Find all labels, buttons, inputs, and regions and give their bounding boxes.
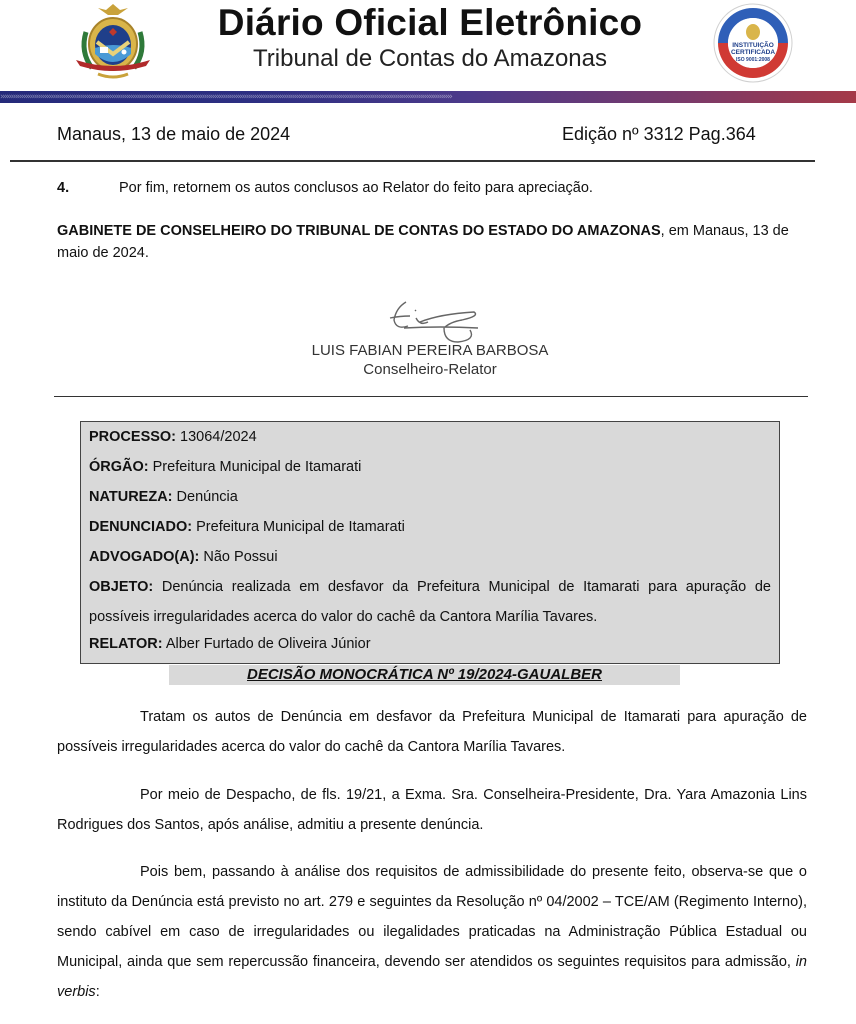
seal-text-certificada: CERTIFICADA — [730, 49, 776, 56]
item-number: 4. — [57, 180, 70, 196]
newspaper-subtitle: Tribunal de Contas do Amazonas — [253, 45, 607, 72]
numbered-item — [57, 180, 593, 196]
field-value: Não Possui — [203, 549, 278, 565]
field-value: 13064/2024 — [180, 429, 257, 445]
field-denunciado — [89, 515, 771, 545]
field-value: Prefeitura Municipal de Itamarati — [152, 459, 362, 475]
latin-phrase: in verbis — [57, 954, 807, 1000]
decision-paragraph-2: Por meio de Despacho, de fls. 19/21, a Exma. Sra. Conselheira-Presidente, Dra. Yara Amazonia Lins Rodrigues dos Santos, após análise, admitiu a presente denúncia. — [57, 787, 807, 833]
header-divider — [10, 160, 815, 162]
field-advogado — [89, 545, 771, 575]
gabinete-closing — [57, 220, 807, 264]
field-value: Alber Furtado de Oliveira Júnior — [165, 636, 371, 652]
page-header — [0, 0, 856, 90]
publication-date: Manaus, 13 de maio de 2024 — [57, 124, 291, 144]
decision-title: DECISÃO MONOCRÁTICA Nº 19/2024-GAUALBER — [247, 666, 602, 683]
field-label: ÓRGÃO: — [89, 459, 149, 475]
iso-certification-seal-icon — [708, 2, 798, 84]
field-value: Denúncia realizada em desfavor da Prefeitura Municipal de Itamarati para apuração de possíveis irregularidades acerca do valor do cachê da Cantora Marília Tavares. — [89, 579, 772, 625]
field-relator — [89, 632, 771, 662]
field-processo — [89, 425, 771, 455]
newspaper-title: Diário Oficial Eletrônico — [217, 2, 643, 43]
process-info-box — [80, 421, 780, 664]
decorative-band — [0, 91, 856, 103]
field-natureza — [89, 485, 771, 515]
decision-paragraph-1: Tratam os autos de Denúncia em desfavor da Prefeitura Municipal de Itamarati para apuração de possíveis irregularidades acerca do valor do cachê da Cantora Marília Tavares. — [57, 709, 807, 755]
field-value: Prefeitura Municipal de Itamarati — [196, 519, 405, 535]
item-text: Por fim, retornem os autos conclusos ao Relator do feito para apreciação. — [119, 180, 593, 196]
field-label: ADVOGADO(A): — [89, 549, 200, 565]
chevron-pattern-icon: ››››››››››››››››››››››››››››››››››››››››››››››››››››››››››››››››››››››››››››››››››››››››››››››››››››››››››››››››››››››››››››››››››››››››››››››››››››››››››››››››››››››››››››››››››››››››››››››››››››››››››››››››››››››› — [0, 92, 452, 102]
field-label: NATUREZA: — [89, 489, 173, 505]
seal-text-iso: ISO 9001:2008 — [736, 57, 770, 63]
decision-paragraph-3 — [57, 857, 807, 1007]
field-label: PROCESSO: — [89, 429, 177, 445]
tce-am-coat-of-arms-icon — [68, 2, 158, 82]
seal-text-instituicao: INSTITUIÇÃO — [732, 42, 774, 49]
field-label: OBJETO: — [89, 579, 154, 595]
edition-page: Edição nº 3312 Pag.364 — [562, 124, 756, 144]
paragraph-end: : — [95, 984, 100, 1000]
gabinete-name: GABINETE DE CONSELHEIRO DO TRIBUNAL DE CONTAS DO ESTADO DO AMAZONAS — [57, 223, 661, 239]
field-orgao — [89, 455, 771, 485]
handwritten-signature — [380, 292, 490, 344]
section-divider — [54, 396, 808, 397]
field-objeto — [89, 572, 771, 632]
decision-title-bar — [169, 665, 680, 685]
signer-name: LUIS FABIAN PEREIRA BARBOSA — [311, 342, 549, 359]
signer-role: Conselheiro-Relator — [363, 361, 497, 378]
field-value: Denúncia — [176, 489, 238, 505]
gabinete-place-date: , em Manaus, 13 de maio de 2024. — [57, 223, 789, 261]
field-label: RELATOR: — [89, 636, 163, 652]
field-label: DENUNCIADO: — [89, 519, 193, 535]
paragraph-text: Pois bem, passando à análise dos requisitos de admissibilidade do presente feito, observa-se que o instituto da Denúncia está previsto no art. 279 e seguintes da Resolução nº 04/2002 – TCE/AM (Regimento Interno), sendo cabível em caso de irregularidades ou ilegalidades praticadas na Administração Pública Estadual ou Municipal, ainda que sem repercussão financeira, devendo ser atendidos os seguintes requisitos para admissão, — [57, 864, 807, 970]
